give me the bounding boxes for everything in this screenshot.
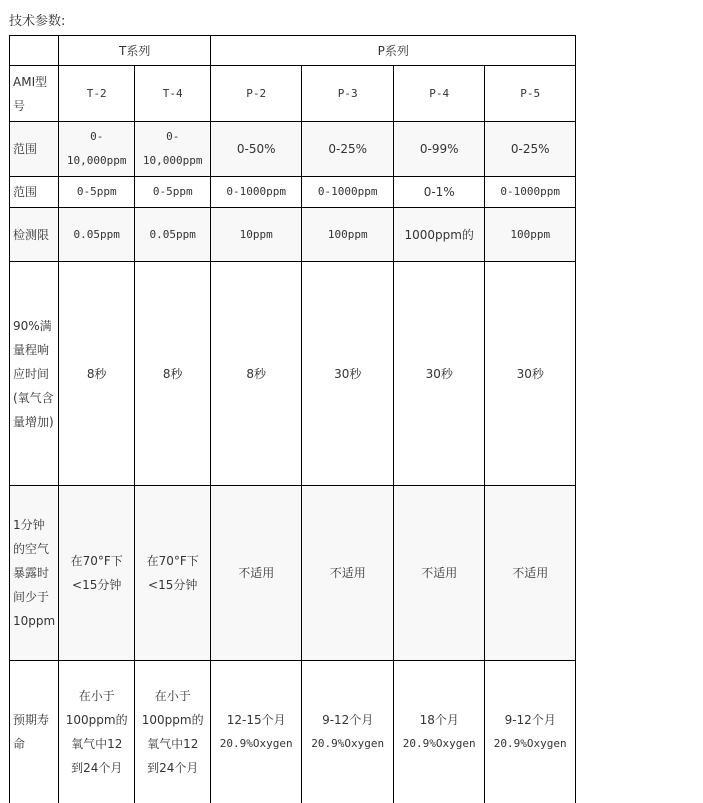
air-exposure-row	[10, 486, 576, 661]
detection-limit-row	[10, 208, 576, 262]
life-line: 20.9%Oxygen	[219, 736, 293, 750]
range-cell: 0-5ppm	[59, 177, 135, 208]
life-line: 12-15个月	[226, 712, 286, 727]
t-series-header: T系列	[59, 36, 211, 66]
range-cell: 0-99%	[394, 122, 485, 177]
response-time-cell: 30秒	[394, 262, 485, 486]
life-line: 18个月	[419, 712, 459, 727]
model-row	[10, 66, 576, 122]
life-expectancy-row	[10, 661, 576, 803]
air-exposure-label: 1分钟的空气暴露时间少于10ppm	[10, 486, 59, 661]
range-cell: 0-5ppm	[135, 177, 211, 208]
range-cell: 0-25%	[302, 122, 394, 177]
air-exposure-line: <15分钟	[148, 578, 198, 592]
air-exposure-line: 在70°F下	[70, 554, 123, 568]
life-expectancy-cell	[302, 661, 394, 803]
life-expectancy-cell	[135, 661, 211, 803]
life-line: 氧气中12	[147, 736, 199, 751]
range-cell: 0-1000ppm	[485, 177, 576, 208]
response-time-label: 90%满量程响应时间(氧气含量增加)	[10, 262, 59, 486]
detection-limit-cell: 1000ppm的	[394, 208, 485, 262]
response-time-cell: 8秒	[59, 262, 135, 486]
detection-limit-cell: 0.05ppm	[59, 208, 135, 262]
model-cell: P-5	[485, 66, 576, 122]
life-line: 在小于	[154, 688, 191, 703]
empty-corner-cell	[10, 36, 59, 66]
response-time-row	[10, 262, 576, 486]
range-cell: 0-1000ppm	[211, 177, 302, 208]
life-expectancy-cell	[485, 661, 576, 803]
range-cell: 0-50%	[211, 122, 302, 177]
model-cell: P-3	[302, 66, 394, 122]
life-line: 在小于	[78, 688, 115, 703]
range-cell: 0-25%	[485, 122, 576, 177]
range-row-1	[10, 122, 576, 177]
detection-limit-label: 检测限	[10, 208, 59, 262]
range-line: 10,000ppm	[66, 154, 127, 167]
life-line: 20.9%Oxygen	[402, 736, 476, 750]
air-exposure-line: <15分钟	[72, 578, 122, 592]
air-exposure-cell	[59, 486, 135, 661]
range-line: 10,000ppm	[142, 154, 203, 167]
range-cell	[59, 122, 135, 177]
life-expectancy-cell	[211, 661, 302, 803]
air-exposure-cell: 不适用	[302, 486, 394, 661]
range-line: 0-	[166, 130, 180, 143]
range-row-2	[10, 177, 576, 208]
range-cell	[135, 122, 211, 177]
air-exposure-cell: 不适用	[394, 486, 485, 661]
detection-limit-cell: 0.05ppm	[135, 208, 211, 262]
detection-limit-cell: 100ppm	[485, 208, 576, 262]
model-cell: P-2	[211, 66, 302, 122]
air-exposure-cell	[135, 486, 211, 661]
model-cell: T-4	[135, 66, 211, 122]
p-series-header: P系列	[211, 36, 576, 66]
range-label: 范围	[10, 122, 59, 177]
life-line: 100ppm的	[141, 712, 204, 727]
range-line: 0-	[90, 130, 104, 143]
life-expectancy-cell	[59, 661, 135, 803]
spec-table	[9, 35, 576, 803]
air-exposure-line: 在70°F下	[146, 554, 199, 568]
detection-limit-cell: 100ppm	[302, 208, 394, 262]
life-line: 到24个月	[147, 760, 199, 775]
response-time-cell: 8秒	[211, 262, 302, 486]
air-exposure-cell: 不适用	[485, 486, 576, 661]
range-cell: 0-1%	[394, 177, 485, 208]
life-line: 9-12个月	[504, 712, 556, 727]
range-cell: 0-1000ppm	[302, 177, 394, 208]
response-time-cell: 30秒	[485, 262, 576, 486]
life-line: 20.9%Oxygen	[493, 736, 567, 750]
detection-limit-cell: 10ppm	[211, 208, 302, 262]
life-line: 到24个月	[71, 760, 123, 775]
section-heading: 技术参数:	[9, 14, 66, 29]
model-cell: T-2	[59, 66, 135, 122]
air-exposure-cell: 不适用	[211, 486, 302, 661]
response-time-cell: 30秒	[302, 262, 394, 486]
response-time-cell: 8秒	[135, 262, 211, 486]
group-header-row	[10, 36, 576, 66]
model-cell: P-4	[394, 66, 485, 122]
life-line: 20.9%Oxygen	[311, 736, 385, 750]
life-expectancy-label: 预期寿命	[10, 661, 59, 803]
life-line: 100ppm的	[65, 712, 128, 727]
model-label: AMI型号	[10, 66, 59, 122]
life-line: 9-12个月	[322, 712, 374, 727]
range-label: 范围	[10, 177, 59, 208]
life-line: 氧气中12	[71, 736, 123, 751]
life-expectancy-cell	[394, 661, 485, 803]
